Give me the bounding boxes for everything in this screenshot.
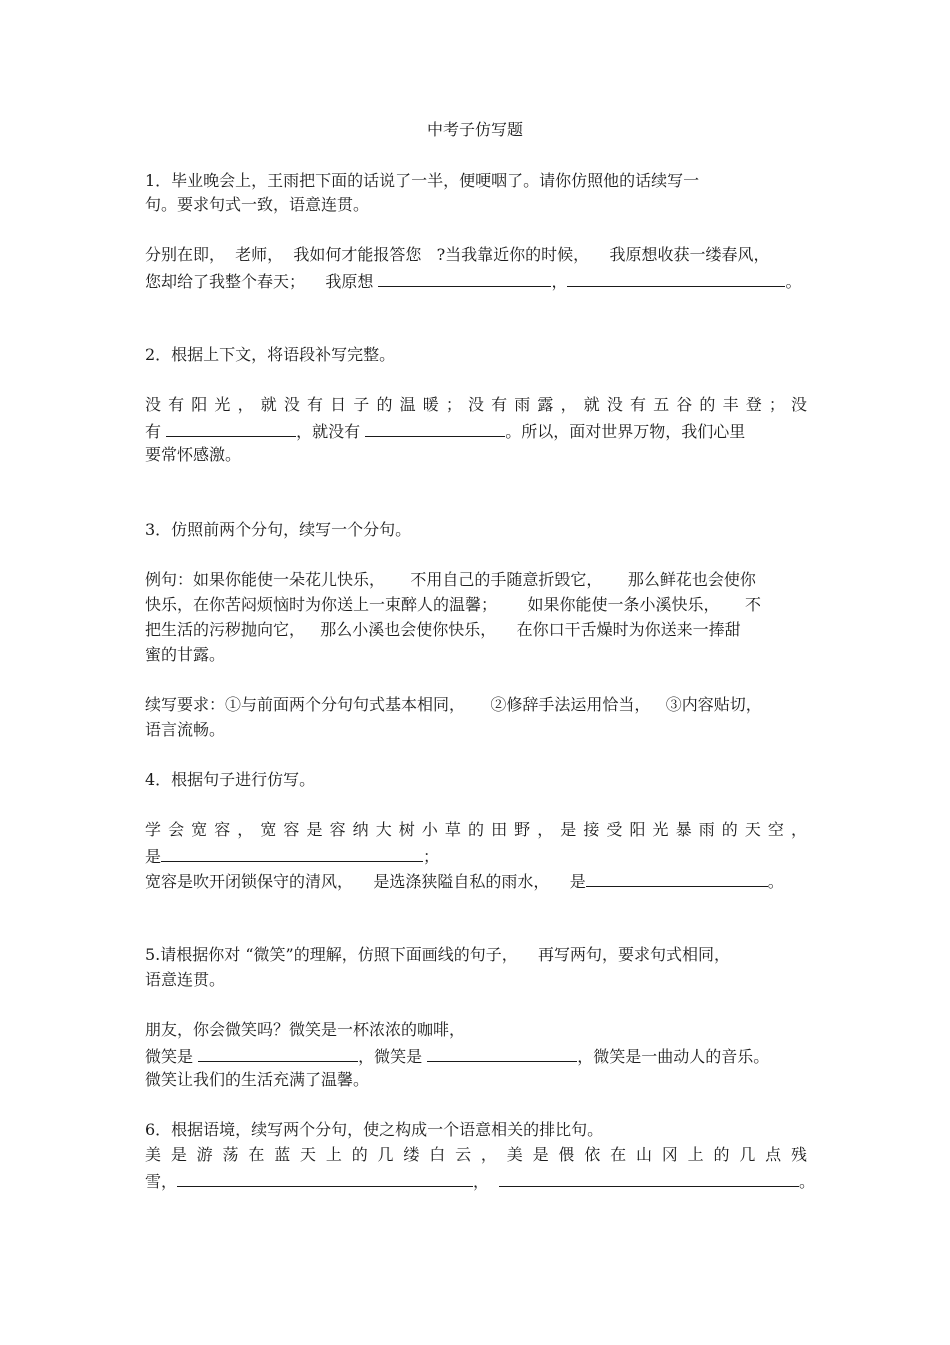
question-5-text-a: 微笑是 [145, 1047, 199, 1066]
question-5-prompt-line-2: 语意连贯。 [145, 970, 226, 989]
question-2-text-b: ，就没有 [296, 422, 366, 441]
question-3-requirements-line-1: 续写要求：①与前面两个分句句式基本相同， ②修辞手法运用恰当， ③内容贴切， [145, 695, 762, 714]
question-6-text-c: 。 [799, 1172, 816, 1191]
page-title: 中考子仿写题 [426, 120, 523, 139]
question-2-passage-line-1: 没 有 阳 光 ， 就 没 有 日 子 的 温 暖 ； 没 有 雨 露 ， 就 没 有 五 谷 的 丰 登 ； 没 [145, 395, 807, 414]
question-4-text-c: 宽容是吹开闭锁保守的清风， 是选涤狭隘自私的雨水， 是 [145, 872, 586, 891]
question-1-period: 。 [785, 272, 802, 291]
question-5-text-b: ，微笑是 [358, 1047, 428, 1066]
question-4-text-a: 是 [145, 847, 162, 866]
question-2-prompt: 2．根据上下文，将语段补写完整。 [145, 345, 396, 364]
question-6-blank-1[interactable] [177, 1169, 473, 1187]
question-5-prompt-line-1: 5.请根据你对 “微笑”的理解，仿照下面画线的句子， 再写两句，要求句式相同， [145, 945, 731, 964]
question-5-passage-line-1: 朋友，你会微笑吗？微笑是一杯浓浓的咖啡， [145, 1020, 466, 1039]
question-5-text-c: ，微笑是一曲动人的音乐。 [577, 1047, 770, 1066]
question-3-example-line-3: 把生活的污秽抛向它， 那么小溪也会使你快乐， 在你口干舌燥时为你送来一捧甜 [145, 620, 741, 639]
question-2-passage-line-3: 要常怀感激。 [145, 445, 242, 464]
question-2-text-a: 有 [145, 422, 167, 441]
question-3-example-line-2: 快乐，在你苦闷烦恼时为你送上一束醉人的温馨； 如果你能使一条小溪快乐， 不 [145, 595, 761, 614]
question-4-text-d: 。 [767, 872, 784, 891]
question-5-blank-1[interactable] [198, 1044, 358, 1062]
question-5-passage-line-2 [145, 1044, 769, 1068]
question-4-passage-line-1: 学 会 宽 容 ， 宽 容 是 容 纳 大 树 小 草 的 田 野 ， 是 接 受 阳 光 暴 雨 的 天 空 ， [145, 820, 807, 839]
question-1-blank-2[interactable] [567, 269, 785, 287]
question-1-comma: ， [551, 272, 568, 291]
question-6-text-a: 雪， [145, 1172, 178, 1191]
question-2-blank-2[interactable] [365, 419, 505, 437]
question-1-prompt-line-1: 1．毕业晚会上，王雨把下面的话说了一半，便哽咽了。请你仿照他的话续写一 [145, 171, 700, 190]
question-4-blank-2[interactable] [586, 869, 768, 887]
question-1-example-line-2 [145, 269, 801, 293]
question-4-blank-1[interactable] [161, 844, 423, 862]
question-2-passage-line-2 [145, 419, 745, 443]
question-5-passage-line-3: 微笑让我们的生活充满了温馨。 [145, 1070, 370, 1089]
question-3-requirements-line-2: 语言流畅。 [145, 720, 226, 739]
question-2-blank-1[interactable] [166, 419, 296, 437]
question-6-passage-line-2 [145, 1169, 815, 1193]
question-3-prompt: 3．仿照前两个分句，续写一个分句。 [145, 520, 412, 539]
question-1-example-line-1: 分别在即， 老师， 我如何才能报答您 ?当我靠近你的时候， 我原想收获一缕春风， [145, 245, 770, 264]
question-1-prompt-line-2: 句。要求句式一致，语意连贯。 [145, 195, 370, 214]
question-6-text-b: ， [473, 1172, 490, 1191]
question-3-example-line-4: 蜜的甘露。 [145, 645, 226, 664]
question-4-passage-line-2 [145, 844, 439, 868]
question-1-example-text: 您却给了我整个春天； 我原想 [145, 272, 379, 291]
question-1-blank-1[interactable] [378, 269, 551, 287]
question-6-prompt: 6．根据语境，续写两个分句，使之构成一个语意相关的排比句。 [145, 1120, 604, 1139]
question-4-text-b: ； [423, 847, 440, 866]
question-6-passage-line-1: 美 是 游 荡 在 蓝 天 上 的 几 缕 白 云 ， 美 是 偎 依 在 山 冈 上 的 几 点 残 [145, 1145, 807, 1164]
question-2-text-c: 。所以，面对世界万物，我们心里 [505, 422, 746, 441]
question-5-blank-2[interactable] [427, 1044, 577, 1062]
question-4-passage-line-3 [145, 869, 784, 893]
question-4-prompt: 4．根据句子进行仿写。 [145, 770, 316, 789]
question-3-example-line-1: 例句：如果你能使一朵花儿快乐， 不用自己的手随意折毁它， 那么鲜花也会使你 [145, 570, 756, 589]
question-6-blank-2[interactable] [499, 1169, 799, 1187]
